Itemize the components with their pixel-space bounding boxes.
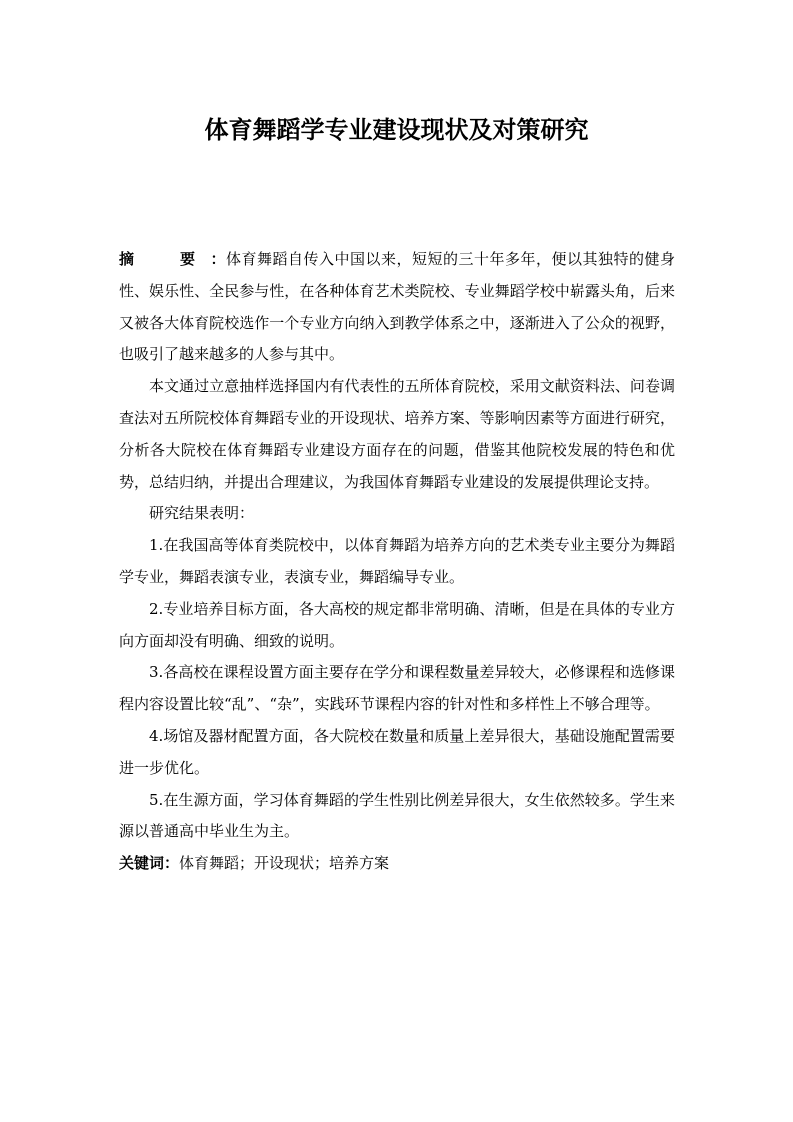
finding-item: 3.各高校在课程设置方面主要存在学分和课程数量差异较大，必修课程和选修课程内容设置比较“乱”、“杂”，实践环节课程内容的针对性和多样性上不够合理等。 <box>119 663 675 714</box>
finding-item: 2.专业培养目标方面，各大高校的规定都非常明确、清晰，但是在具体的专业方向方面却没有明确、细致的说明。 <box>119 599 675 650</box>
abstract-paragraph <box>119 244 675 371</box>
document-title: 体育舞蹈学专业建设现状及对策研究 <box>204 116 589 144</box>
keywords-line <box>119 848 675 880</box>
abstract-colon: ： <box>210 250 226 268</box>
results-intro: 研究结果表明： <box>149 504 255 523</box>
keywords-label: 关键词： <box>119 854 180 873</box>
finding-item: 4.场馆及器材配置方面，各大院校在数量和质量上差异很大，基础设施配置需要进一步优化。 <box>119 726 675 777</box>
abstract-label: 摘 要 <box>119 250 211 268</box>
method-paragraph: 本文通过立意抽样选择国内有代表性的五所体育院校，采用文献资料法、问卷调查法对五所院校体育舞蹈专业的开设现状、培养方案、等影响因素等方面进行研究，分析各大院校在体育舞蹈专业建设方面存在的问题，借鉴其他院校发展的特色和优势，总结归纳，并提出合理建议，为我国体育舞蹈专业建设的发展提供理论支持。 <box>119 377 675 491</box>
abstract-section <box>119 244 675 880</box>
keywords-text: 体育舞蹈；开设现状；培养方案 <box>179 854 390 873</box>
finding-item: 1.在我国高等体育类院校中，以体育舞蹈为培养方向的艺术类专业主要分为舞蹈学专业，舞蹈表演专业，表演专业，舞蹈编导专业。 <box>119 536 675 586</box>
finding-item: 5.在生源方面，学习体育舞蹈的学生性别比例差异很大，女生依然较多。学生来源以普通高中毕业生为主。 <box>119 790 675 841</box>
abstract-intro-text: 体育舞蹈自传入中国以来，短短的三十年多年，便以其独特的健身性、娱乐性、全民参与性，在各种体育艺术类院校、专业舞蹈学校中崭露头角，后来又被各大体育院校选作一个专业方向纳入到教学体系之中，逐渐进入了公众的视野，也吸引了越来越多的人参与其中。 <box>119 250 675 364</box>
